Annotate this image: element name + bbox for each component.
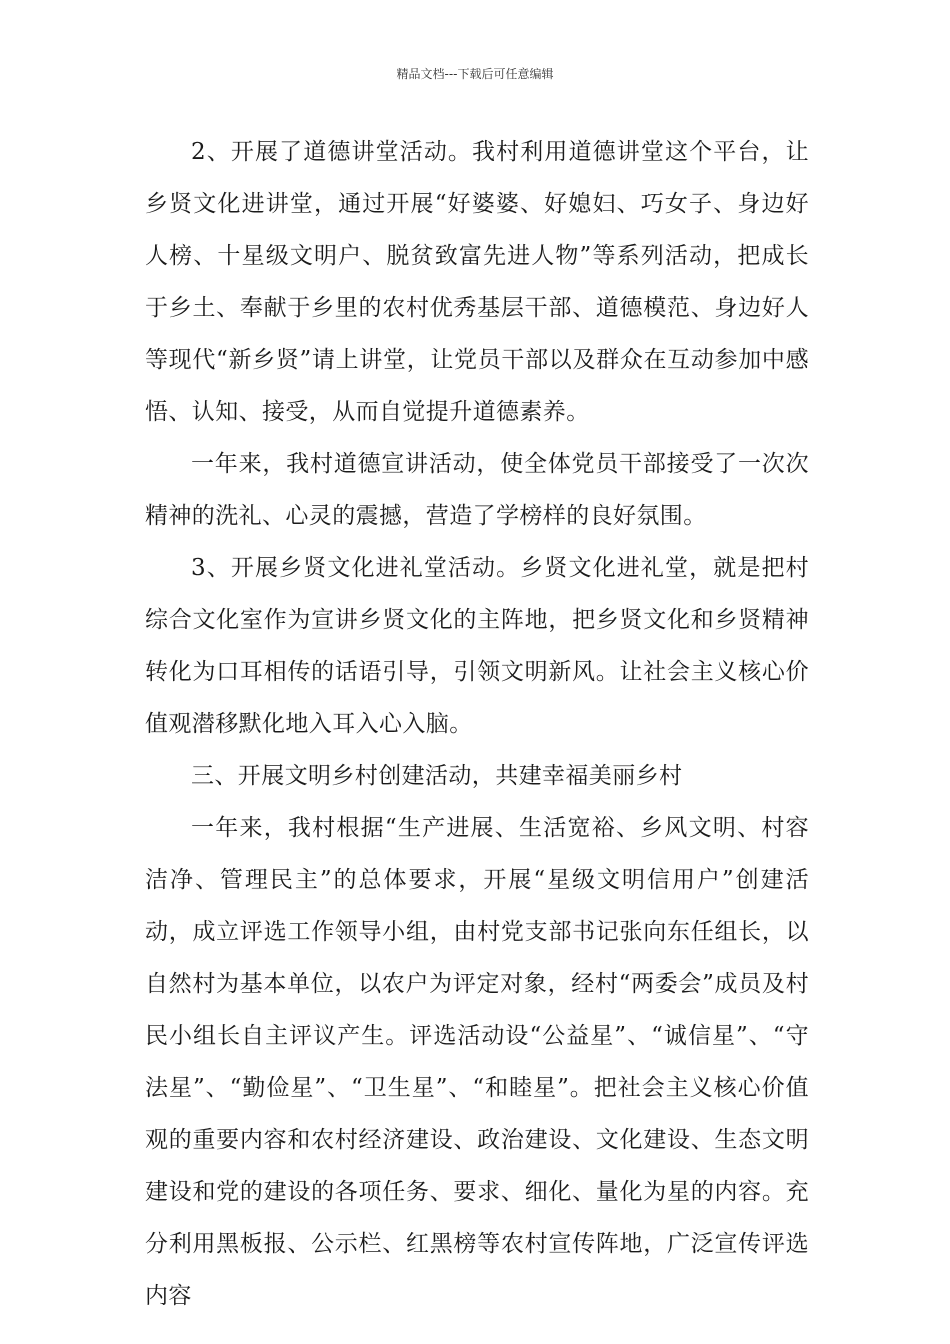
page-header: 精品文档---下载后可任意编辑	[396, 67, 554, 81]
document-body	[145, 126, 809, 1322]
paragraph-moral-lecture-hall: 2、开展了道德讲堂活动。我村利用道德讲堂这个平台，让乡贤文化进讲堂，通过开展“好婆婆、好媳妇、巧女子、身边好人榜、十星级文明户、脱贫致富先进人物”等系列活动，把成长于乡土、奉献于乡里的农村优秀基层干部、道德模范、身边好人等现代“新乡贤”请上讲堂，让党员干部以及群众在互动参加中感悟、认知、接受，从而自觉提升道德素养。	[145, 139, 809, 425]
paragraph-moral-lecture-summary: 一年来，我村道德宣讲活动，使全体党员干部接受了一次次精神的洗礼、心灵的震撼，营造了学榜样的良好氛围。	[145, 451, 809, 529]
paragraph-village-sage-culture: 3、开展乡贤文化进礼堂活动。乡贤文化进礼堂，就是把村综合文化室作为宣讲乡贤文化的主阵地，把乡贤文化和乡贤精神转化为口耳相传的话语引导，引领文明新风。让社会主义核心价值观潜移默化地入耳入心入脑。	[145, 555, 809, 737]
paragraph-star-household-campaign: 一年来，我村根据“生产进展、生活宽裕、乡风文明、村容洁净、管理民主”的总体要求，开展“星级文明信用户”创建活动，成立评选工作领导小组，由村党支部书记张向东任组长，以自然村为基本单位，以农户为评定对象，经村“两委会”成员及村民小组长自主评议产生。评选活动设“公益星”、“诚信星”、“守法星”、“勤俭星”、“卫生星”、“和睦星”。把社会主义核心价值观的重要内容和农村经济建设、政治建设、文化建设、生态文明建设和党的建设的各项任务、要求、细化、量化为星的内容。充分利用黑板报、公示栏、红黑榜等农村宣传阵地，广泛宣传评选内容	[145, 815, 809, 1309]
section-heading-civilized-village: 三、开展文明乡村创建活动，共建幸福美丽乡村	[191, 763, 683, 789]
